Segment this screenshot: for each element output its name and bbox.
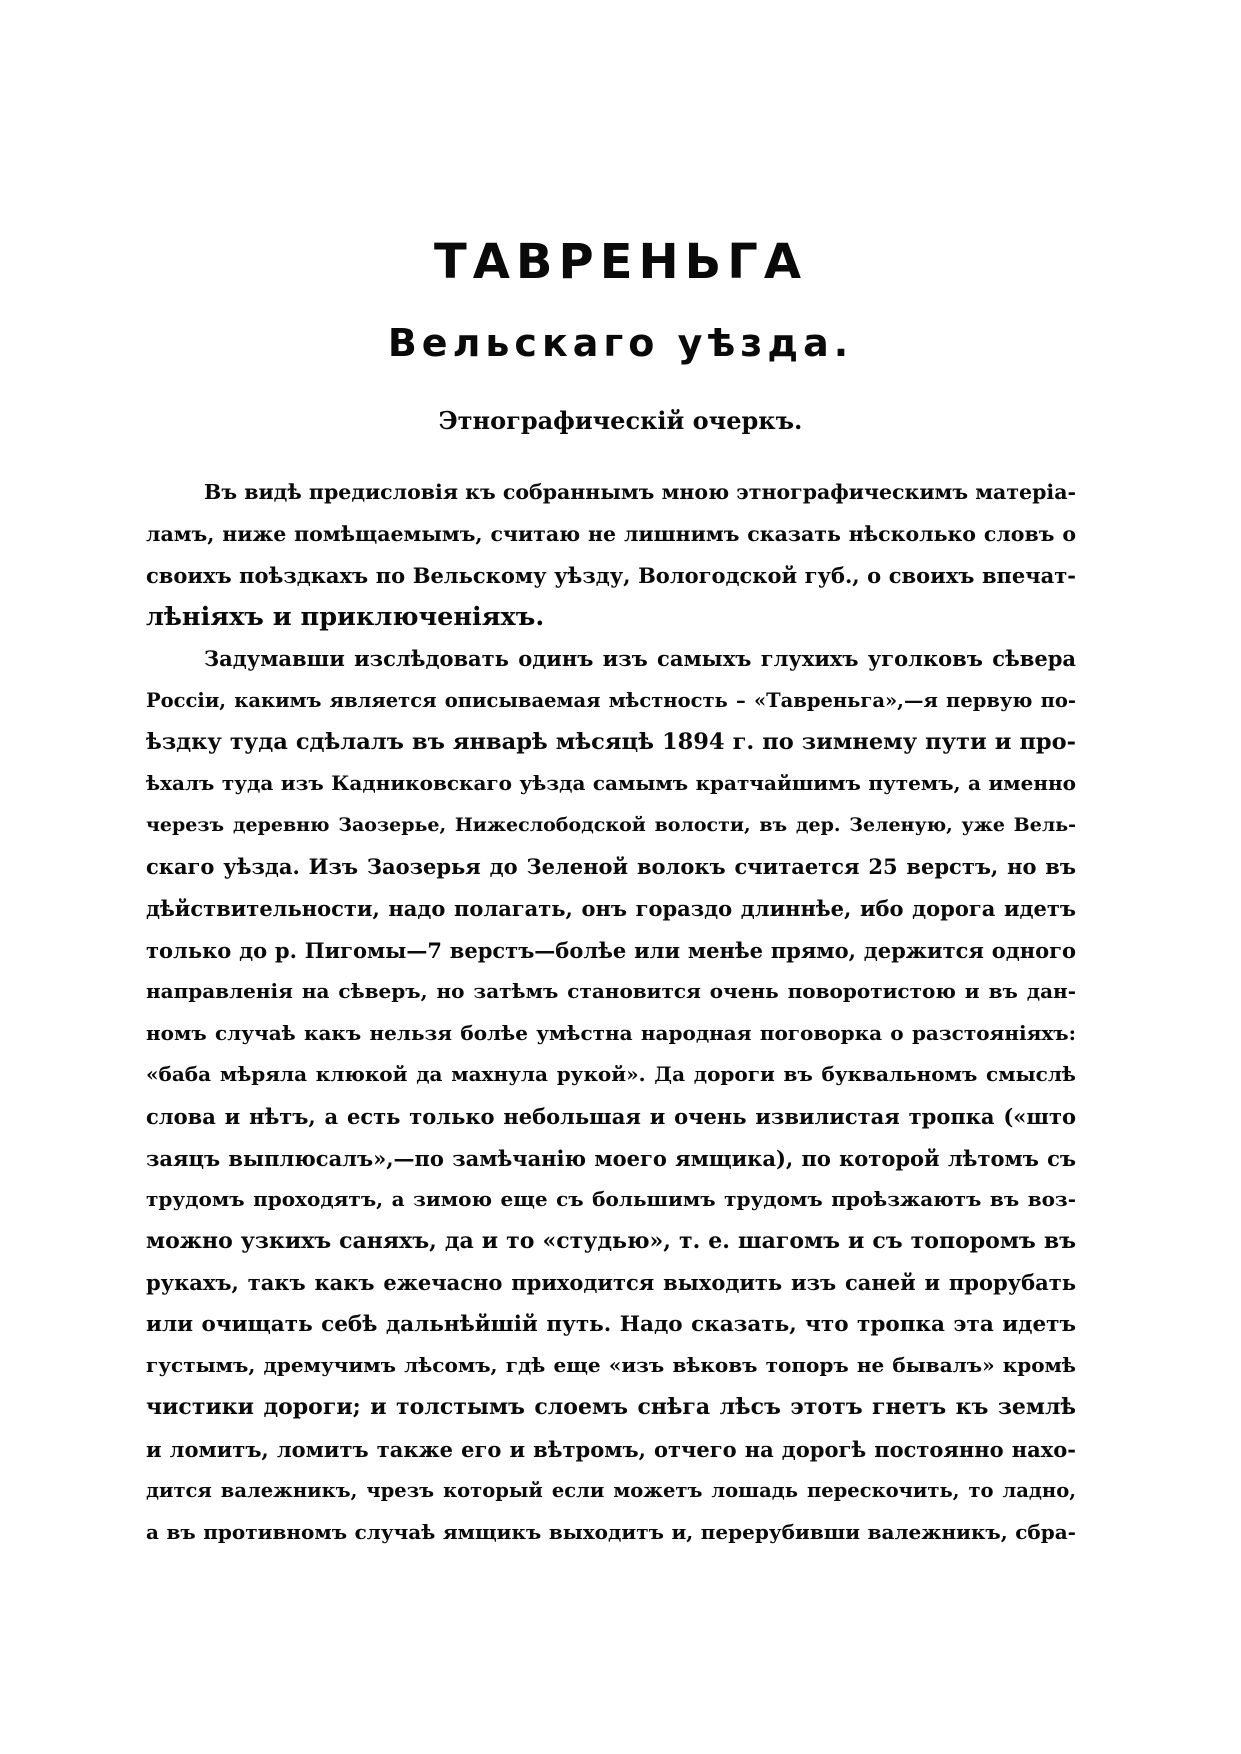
text-line: Въ видѣ предисловія къ собраннымъ мною этнографическимъ матеріа-: [204, 480, 1076, 504]
text-line: слова и нѣтъ, а есть только небольшая и очень извилистая тропка («што: [146, 1103, 1076, 1129]
document-subhead: Этнографическій очеркъ.: [438, 406, 803, 435]
text-line: ламъ, ниже помѣщаемымъ, считаю не лишнимъ сказать нѣсколько словъ о: [146, 521, 1076, 546]
text-line: Россіи, какимъ является описываемая мѣстность – «Тавреньга»,—я первую по-: [146, 688, 1076, 712]
text-line: и ломитъ, ломитъ также его и вѣтромъ, отчего на дорогѣ постоянно нахо-: [146, 1436, 1076, 1462]
text-line: можно узкихъ саняхъ, да и то «студью», т. е. шагомъ и съ топоромъ въ: [146, 1227, 1076, 1254]
text-line: дѣйствительности, надо полагать, онъ гораздо длиннѣе, ибо дорога идетъ: [146, 895, 1076, 921]
text-line: или очищать себѣ дальнѣйшій путь. Надо сказать, что тропка эта идетъ: [146, 1311, 1076, 1337]
document-title: ТАВРЕНЬГА: [434, 234, 807, 290]
text-line: направленія на сѣверъ, но затѣмъ становится очень поворотистою и въ дан-: [146, 979, 1076, 1004]
text-line: «баба мѣряла клюкой да махнула рукой». Да дороги въ буквальномъ смыслѣ: [146, 1062, 1076, 1087]
text-line: скаго уѣзда. Изъ Заозерья до Зеленой волокъ считается 25 верстъ, но въ: [146, 854, 1076, 880]
body-text: [146, 472, 1076, 1553]
text-line: своихъ поѣздкахъ по Вельскому уѣзду, Вологодской губ., о своихъ впечат-: [146, 563, 1076, 589]
text-line: ѣздку туда сдѣлалъ въ январѣ мѣсяцѣ 1894 г. по зимнему пути и про-: [146, 728, 1076, 755]
text-line: а въ противномъ случаѣ ямщикъ выходитъ и, перерубивши валежникъ, сбра-: [146, 1519, 1076, 1544]
text-line: рукахъ, такъ какъ ежечасно приходится выходить изъ саней и прорубать: [146, 1270, 1076, 1296]
text-line: черезъ деревню Заозерье, Нижеслободской волости, въ дер. Зеленую, уже Вель-: [146, 813, 1076, 836]
text-line: густымъ, дремучимъ лѣсомъ, гдѣ еще «изъ вѣковъ топоръ не бывалъ» кромѣ: [146, 1353, 1076, 1378]
text-line: дится валежникъ, чрезъ который если можетъ лошадь перескочить, то ладно,: [146, 1479, 1076, 1503]
document-subtitle: Вельскаго уѣзда.: [387, 321, 854, 365]
text-line: заяцъ выплюсалъ»,—по замѣчанію моего ямщика), по которой лѣтомъ съ: [146, 1145, 1076, 1171]
text-line: чистики дороги; и толстымъ слоемъ снѣга лѣсъ этотъ гнетъ къ землѣ: [146, 1394, 1076, 1421]
text-line: ѣхалъ туда изъ Кадниковскаго уѣзда самымъ кратчайшимъ путемъ, а именно: [146, 771, 1076, 796]
text-line: номъ случаѣ какъ нельзя болѣе умѣстна народная поговорка о разстояніяхъ:: [146, 1020, 1076, 1045]
text-line: только до р. Пигомы—7 верстъ—болѣе или менѣе прямо, держится одного: [146, 937, 1076, 963]
text-line: лѣніяхъ и приключеніяхъ.: [146, 601, 545, 632]
text-line: Задумавши изслѣдовать одинъ изъ самыхъ глухихъ уголковъ сѣвера: [204, 646, 1076, 672]
text-line: трудомъ проходятъ, а зимою еще съ большимъ трудомъ проѣзжаютъ въ воз-: [146, 1187, 1076, 1212]
